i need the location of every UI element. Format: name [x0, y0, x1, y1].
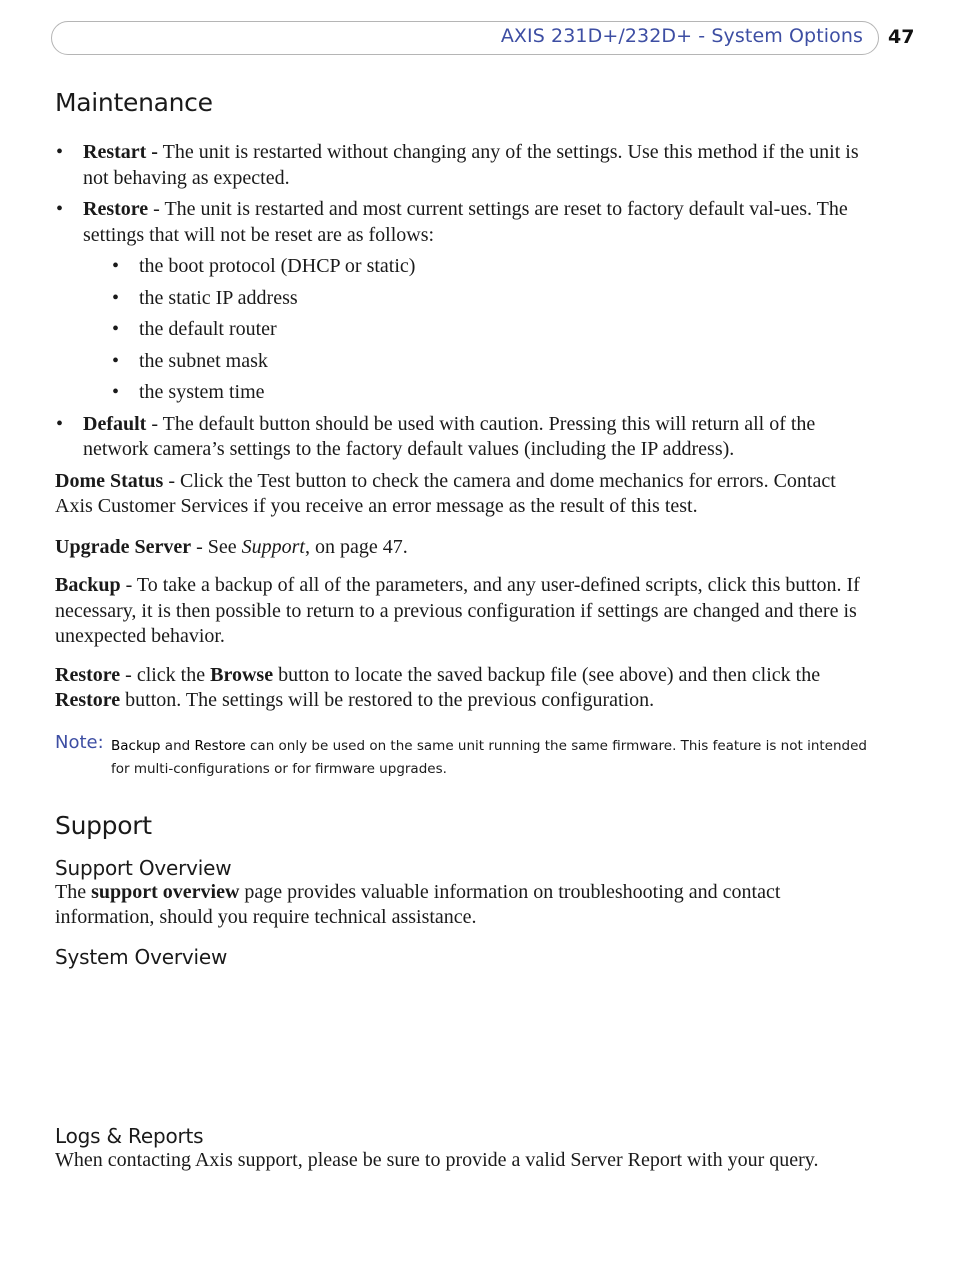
page-number: 47 [888, 26, 915, 48]
note-and: and [160, 737, 195, 754]
list-item-restore [55, 197, 875, 248]
dome-status-text: - Click the Test button to check the camera and dome mechanics for errors. Contact Axis Customer Services if you receive an error message as the result of this test. [55, 469, 836, 517]
maintenance-list-2 [55, 412, 875, 463]
support-heading: Support [55, 810, 152, 840]
term-default: Default [83, 412, 147, 435]
note-restore: Restore [194, 737, 246, 754]
list-item: • the default router [55, 317, 875, 343]
term-restore: Restore [83, 198, 149, 220]
list-item-restart [55, 140, 875, 191]
note-backup: Backup [111, 737, 161, 754]
maintenance-heading: Maintenance [55, 88, 213, 117]
list-item: • the boot protocol (DHCP or static) [55, 254, 875, 280]
backup-paragraph [55, 573, 875, 650]
list-item: • the static IP address [55, 286, 875, 312]
restore-text-1: - click the [120, 663, 211, 686]
support-overview-paragraph [55, 880, 875, 931]
support-overview-heading: Support Overview [55, 855, 232, 880]
restore-text: - The unit is restarted and most current settings are reset to factory default val-ues. The settings that will not be reset are as follows: [83, 198, 848, 246]
list-item-default [55, 412, 875, 463]
note-label: Note: [55, 731, 104, 753]
header-title: AXIS 231D+/232D+ - System Options [500, 25, 863, 47]
logs-reports-paragraph: When contacting Axis support, please be sure to provide a valid Server Report with your query. [55, 1148, 819, 1171]
restore-text-3: button. The settings will be restored to the previous configuration. [120, 689, 655, 711]
upgrade-text: - See [191, 535, 242, 558]
term-backup: Backup [55, 574, 121, 596]
term-browse: Browse [210, 663, 274, 686]
dome-status-paragraph [55, 469, 875, 520]
note-block [55, 731, 875, 781]
term-upgrade-server: Upgrade Server [55, 535, 192, 558]
restore-paragraph [55, 663, 875, 714]
overview-before: The [55, 880, 92, 903]
logs-reports-heading: Logs & Reports [55, 1123, 204, 1148]
list-item: • the subnet mask [55, 349, 875, 375]
term-support-overview: support overview [91, 880, 240, 903]
backup-text: - To take a backup of all of the parameters, and any user-defined scripts, click this button. If necessary, it is then possible to return to a previous configuration if settings are changed and there is unexpected behavior. [55, 574, 860, 647]
restore-text-2: button to locate the saved backup file (see above) and then click the [273, 663, 821, 686]
upgrade-text-after: , on page 47. [304, 535, 408, 558]
term-restart: Restart - [83, 141, 158, 163]
term-dome-status: Dome Status [55, 469, 164, 492]
term-restore-para: Restore [55, 663, 121, 686]
maintenance-list [55, 140, 875, 248]
system-overview-heading: System Overview [55, 944, 228, 969]
note-body: can only be used on the same unit running the same firmware. This feature is not intended for multi-configurations or for firmware upgrades. [111, 737, 867, 777]
term-restore-button: Restore [55, 689, 121, 711]
upgrade-server-paragraph [55, 535, 875, 561]
restart-text: The unit is restarted without changing any of the settings. Use this method if the unit is not behaving as expected. [83, 141, 859, 189]
overview-after: page provides valuable information on troubleshooting and contact information, should you require technical assistance. [55, 880, 781, 928]
note-text [111, 735, 875, 781]
support-link[interactable]: Support [241, 535, 305, 558]
not-reset-list [55, 254, 875, 406]
default-text: - The default button should be used with caution. Pressing this will return all of the network camera’s settings to the factory default values (including the IP address). [83, 412, 816, 460]
list-item: • the system time [55, 380, 875, 406]
page-content [55, 88, 875, 1173]
